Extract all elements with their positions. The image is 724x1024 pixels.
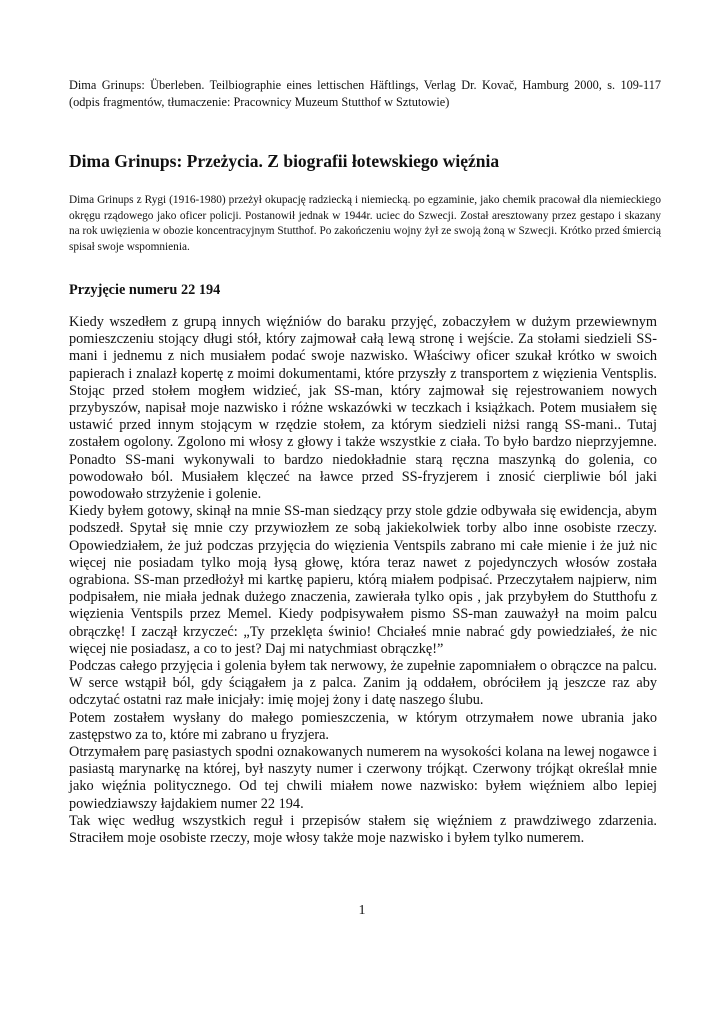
section-heading: Przyjęcie numeru 22 194 <box>69 282 221 298</box>
paragraph: Kiedy wszedłem z grupą innych więźniów do baraku przyjęć, zobaczyłem w dużym przewiewnym pomieszczeniu stojący długi stół, który zajmował całą lewą stronę i wejście. Za stołami siedzieli SS-mani i jednemu z nich musiałem podać swoje nazwisko. Właściwy oficer szukał krótko w swoich papierach i znalazł kopertę z moimi dokumentami, które przyszły z transportem z więzienia Ventsplis. Stojąc przed stołem mogłem widzieć, jak SS-man, który zajmował się rejestrowaniem nowych przybyszów, napisał moje nazwisko i różne wskazówki w teczkach i książkach. Potem musiałem się ustawić przed innym stojącym w rzędzie stołem, za którym siedzieli niżsi rangą SS-mani.. Tutaj zostałem ogolony. Zgolono mi włosy z głowy i także wszystkie z ciała. To było bardzo nieprzyjemne. Ponadto SS-mani wykonywali to bardzo niedokładnie starą ręczna maszynką do golenia, co powodowało ból. Musiałem klęczeć na ławce przed SS-fryzjerem i znosić cierpliwie ból jaki powodowało strzyżenie i golenie. <box>69 314 657 503</box>
paragraph: Podczas całego przyjęcia i golenia byłem tak nerwowy, że zupełnie zapomniałem o obrączce na palcu. W serce wstąpił ból, gdy ściągałem ja z palca. Zanim ją oddałem, obróciłem ją jeszcze raz aby odczytać ostatni raz małe inicjały: imię mojej żony i datę naszego ślubu. <box>69 658 657 709</box>
page-number: 1 <box>358 903 366 918</box>
body-text <box>69 314 657 847</box>
paragraph: Otrzymałem parę pasiastych spodni oznakowanych numerem na wysokości kolana na lewej nogawce i pasiastą marynarkę na której, był naszyty numer i czerwony trójkąt. Czerwony trójkąt określał mnie jako więźnia politycznego. Od tej chwili miałem nowe nazwisko: byłem więźniem albo lepiej powiedziawszy łajdakiem numer 22 194. <box>69 744 657 812</box>
source-citation: Dima Grinups: Überleben. Teilbiographie eines lettischen Häftlings, Verlag Dr. Kovač, Hamburg 2000, s. 109-117 (odpis fragmentów, tłumaczenie: Pracownicy Muzeum Stutthof w Sztutowie) <box>69 78 661 109</box>
intro-paragraph: Dima Grinups z Rygi (1916-1980) przeżył okupację radziecką i niemiecką. po egzaminie, jako chemik pracował dla niemieckiego okręgu rządowego jako oficer policji. Postanowił jednak w 1944r. uciec do Szwecji. Został aresztowany przez gestapo i skazany na rok uwięzienia w obozie koncentracyjnym Stutthof. Po zakończeniu wojny żył ze swoją żoną w Szwecji. Krótko przed śmiercią spisał swoje wspomnienia. <box>69 194 661 253</box>
page-title: Dima Grinups: Przeżycia. Z biografii łotewskiego więźnia <box>69 151 500 171</box>
paragraph: Potem zostałem wysłany do małego pomieszczenia, w którym otrzymałem nowe ubrania jako zastępstwo za to, które mi zabrano u fryzjera. <box>69 709 657 743</box>
paragraph: Kiedy byłem gotowy, skinął na mnie SS-man siedzący przy stole gdzie odbywała się ewidencja, abym podszedł. Spytał się mnie czy przywiozłem ze sobą jakiekolwiek torby albo inne osobiste rzeczy. Opowiedziałem, że już podczas przyjęcia do więzienia Ventspils zabrano mi całe mienie i że już nic więcej nie posiadam tylko moją łysą głowę, która teraz nawet z pojedynczych włosów została ograbiona. SS-man przedłożył mi kartkę papieru, którą miałem podpisać. Przeczytałem najpierw, nim podpisałem, nie miała jednak dużego znaczenia, zawierała tylko opis , jak przybyłem do Stutthofu z więzienia Ventspils przez Memel. Kiedy podpisywałem pismo SS-man zauważył na moim palcu obrączkę! I zaczął krzyczeć: „Ty przeklęta świnio! Chciałeś mnie nabrać gdy powiedziałeś, że nic więcej nie posiadasz, a co to jest? Daj mi natychmiast obrączkę!” <box>69 503 657 657</box>
paragraph: Tak więc według wszystkich reguł i przepisów stałem się więźniem z prawdziwego zdarzenia. Straciłem moje osobiste rzeczy, moje włosy także moje nazwisko i byłem tylko numerem. <box>69 812 657 847</box>
